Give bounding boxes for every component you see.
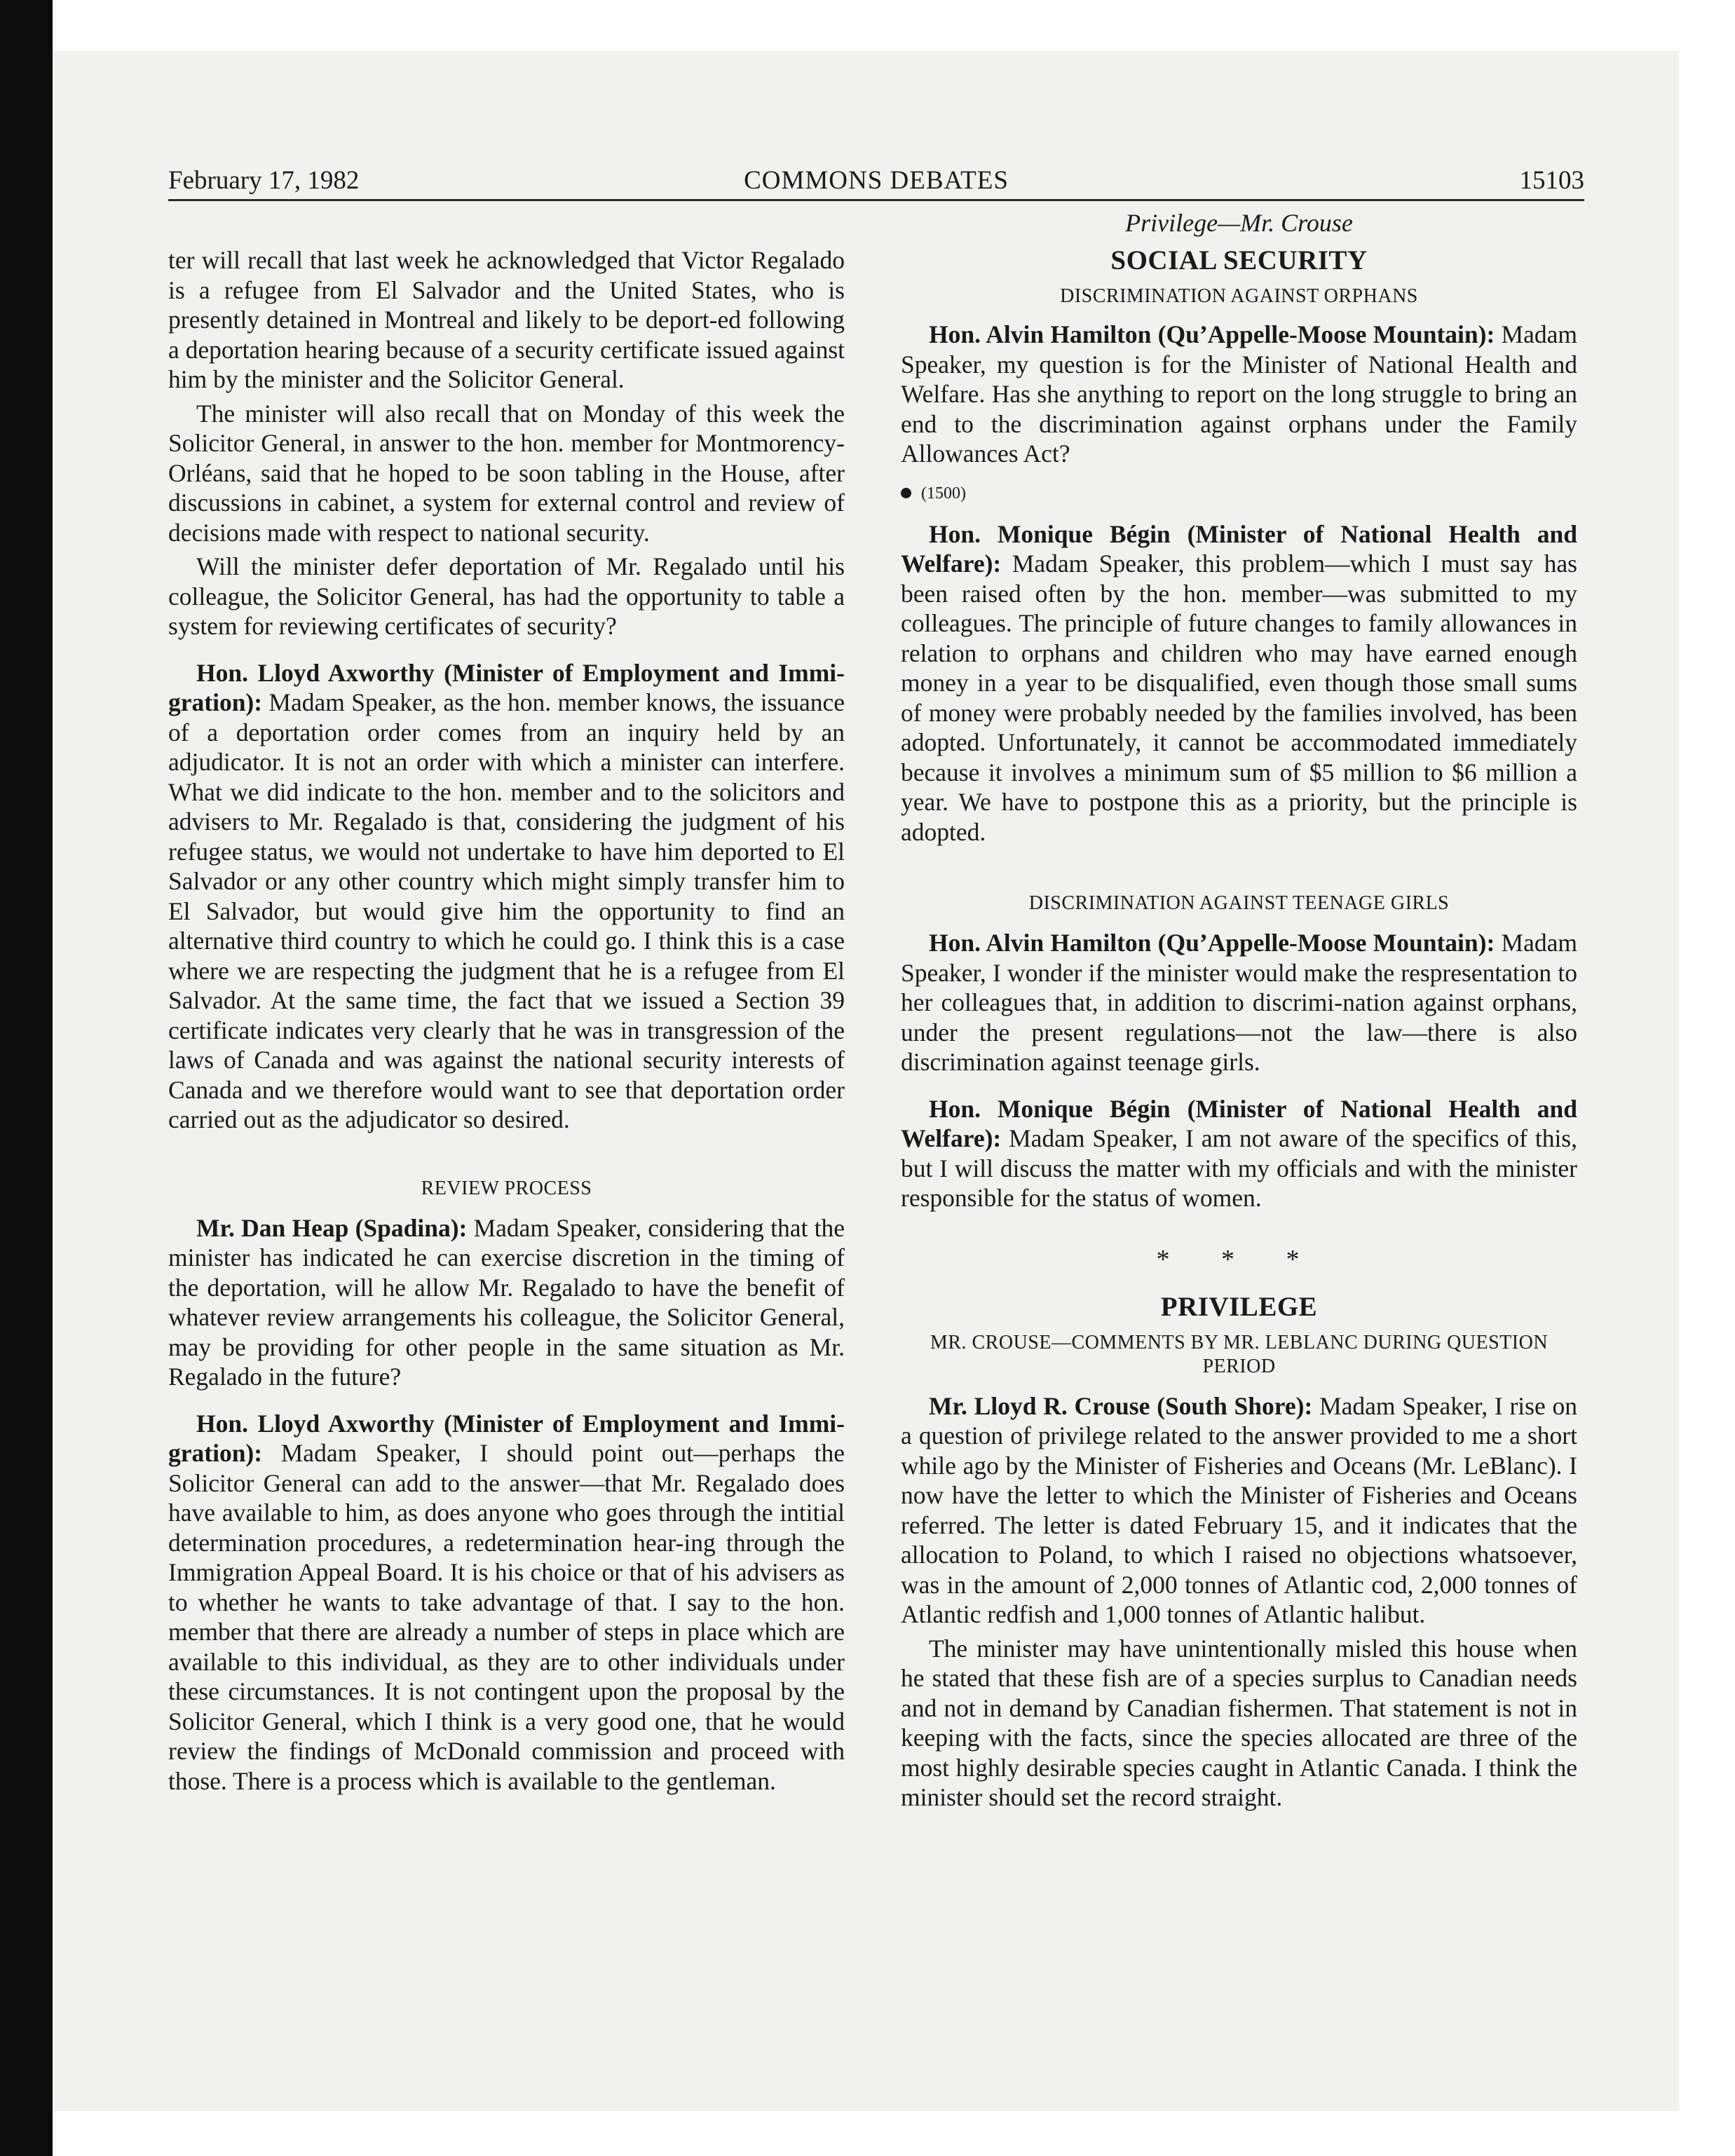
subheading: DISCRIMINATION AGAINST ORPHANS xyxy=(1060,285,1418,307)
scan-edge xyxy=(0,0,53,2156)
speech xyxy=(901,320,1577,469)
speaker-name: Hon. Alvin Hamilton (Qu’Appelle-Moose Mountain): xyxy=(929,929,1495,957)
speech xyxy=(901,519,1577,847)
speech-text: Madam Speaker, considering that the minister has indicated he can exercise discretion in the timing of the deportation, will he allow Mr. Regalado to have the benefit of whatever review arrangements his colleague, the Solicitor General, may be providing for other people in the same situation as Mr. Regalado in the future? xyxy=(168,1213,845,1391)
header-date: February 17, 1982 xyxy=(168,166,360,195)
speech xyxy=(168,658,845,1135)
speech-text: Madam Speaker, my question is for the Minister of National Health and Welfare. Has she anything to report on the long struggle to bring an end to the discrimination against orphans under the Family Allowances Act? xyxy=(901,320,1577,468)
left-column xyxy=(168,207,845,1796)
speaker-name: Hon. Lloyd Axworthy (Minister of Employment and Immi-gration): xyxy=(168,658,845,716)
speaker-name: Hon. Monique Bégin (Minister of National Health and Welfare): xyxy=(901,519,1577,578)
paragraph: Will the minister defer deportation of Mr. Regalado until his colleague, the Solicitor General, has had the opportunity to table a system for reviewing certificates of security? xyxy=(168,552,845,640)
speech xyxy=(901,1094,1577,1213)
speech xyxy=(901,1391,1577,1630)
paragraph: The minister will also recall that on Monday of this week the Solicitor General, in answer to the hon. member for Montmorency-Orléans, said that he hoped to be soon tabling in the House, after discussions in cabinet, a system for external control and review of decisions made with respect to national security. xyxy=(168,399,845,547)
speech-text: Madam Speaker, I wonder if the minister would make the respresentation to her colleagues that, in addition to discrimi-nation against orphans, under the present regulations—not the law—there is also discrimination against teenage girls. xyxy=(901,929,1577,1076)
speaker-name: Hon. Alvin Hamilton (Qu’Appelle-Moose Mountain): xyxy=(929,320,1495,348)
bullet-icon xyxy=(901,488,911,498)
speaker-name: Hon. Lloyd Axworthy (Minister of Employment and Immi-gration): xyxy=(168,1409,845,1467)
timestamp-marker xyxy=(901,482,1577,505)
header-page-number: 15103 xyxy=(1519,166,1584,195)
topic-line: Privilege—Mr. Crouse xyxy=(1125,209,1353,237)
speaker-name: Mr. Dan Heap (Spadina): xyxy=(196,1213,468,1242)
right-column xyxy=(901,207,1577,1813)
speech-text: Madam Speaker, I should point out—perhaps the Solicitor General can add to the answer—that Mr. Regalado does have available to him, as does anyone who goes through the intitial determination procedures, a redetermination hear-ing through the Immigration Appeal Board. It is his choice or that of his advisers as to whether he wants to take advantage of that. I say to the hon. member that there are already a number of steps in place which are available to this individual, as they are to other individuals under these circumstances. It is not contingent upon the proposal by the Solicitor General, which I think is a very good one, that he would review the findings of McDonald commission and proceed with those. There is a process which is available to the gentleman. xyxy=(168,1439,845,1795)
section-divider: * * * xyxy=(1156,1244,1322,1274)
paragraph: The minister may have unintentionally misled this house when he stated that these fish are of a species surplus to Canadian needs and not in demand by Canadian fishermen. That statement is not in keeping with the facts, since the species allocated are three of the most highly desirable species caught in Atlantic Canada. I think the minister should set the record straight. xyxy=(901,1634,1577,1811)
speech xyxy=(168,1213,845,1392)
header-running-title: COMMONS DEBATES xyxy=(744,166,1009,195)
speaker-name: Mr. Lloyd R. Crouse (South Shore): xyxy=(929,1391,1313,1420)
speech-text: Madam Speaker, this problem—which I must say has been raised often by the hon. member—was submitted to my colleagues. The principle of future changes to family allowances in relation to orphans and children who may have earned enough money in a year to be disqualified, even though those small sums of money were probably needed by the families involved, has been adopted. Unfortunately, it cannot be accommodated immediately because it involves a minimum sum of $5 million to $6 million a year. We have to postpone this as a priority, but the principle is adopted. xyxy=(901,550,1577,846)
page-header xyxy=(168,163,1584,201)
subheading: REVIEW PROCESS xyxy=(421,1177,592,1199)
speech-text: Madam Speaker, I rise on a question of privilege related to the answer provided to me a short while ago by the Minister of Fisheries and Oceans (Mr. LeBlanc). I now have the letter to which the Minister of Fisheries and Oceans referred. The letter is dated February 15, and it indicates that the allocation to Poland, to which I raised no objections whatsoever, was in the amount of 2,000 tonnes of Atlantic cod, 2,000 tonnes of Atlantic redfish and 1,000 tonnes of Atlantic halibut. xyxy=(901,1391,1577,1628)
speech xyxy=(168,1409,845,1796)
section-title: SOCIAL SECURITY xyxy=(1110,245,1368,275)
speech-text: Madam Speaker, as the hon. member knows, the issuance of a deportation order comes from an inquiry held by an adjudicator. It is not an order with which a minister can interfere. What we did indicate to the hon. member and to the solicitors and advisers to Mr. Regalado is that, considering the judgment of his refugee status, we would not undertake to have him deported to El Salvador or any other country which might simply transfer him to El Salvador, but would give him the opportunity to find an alternative third country to which he could go. I think this is a case where we are respecting the judgment that he is a refugee from El Salvador. At the same time, the fact that we issued a Section 39 certificate indicates very clearly that he was in transgression of the laws of Canada and was against the national security interests of Canada and we therefore would want to see that deportation order carried out as the adjudicator so desired. xyxy=(168,688,845,1133)
speaker-name: Hon. Monique Bégin (Minister of National Health and Welfare): xyxy=(901,1094,1577,1152)
paragraph: ter will recall that last week he acknowledged that Victor Regalado is a refugee from El Salvador and the United States, who is presently detained in Montreal and likely to be deport-ed following a deportation hearing because of a security certificate issued against him by the minister and the Solicitor General. xyxy=(168,246,845,393)
speech xyxy=(901,928,1577,1077)
subheading: DISCRIMINATION AGAINST TEENAGE GIRLS xyxy=(1028,892,1450,914)
subheading: MR. CROUSE—COMMENTS BY MR. LEBLANC DURING QUESTION PERIOD xyxy=(930,1331,1549,1377)
timestamp-text: (1500) xyxy=(921,484,966,503)
section-title: PRIVILEGE xyxy=(1160,1291,1318,1322)
speech-text: Madam Speaker, I am not aware of the specifics of this, but I will discuss the matter with my officials and with the minister responsible for the status of women. xyxy=(901,1124,1577,1212)
